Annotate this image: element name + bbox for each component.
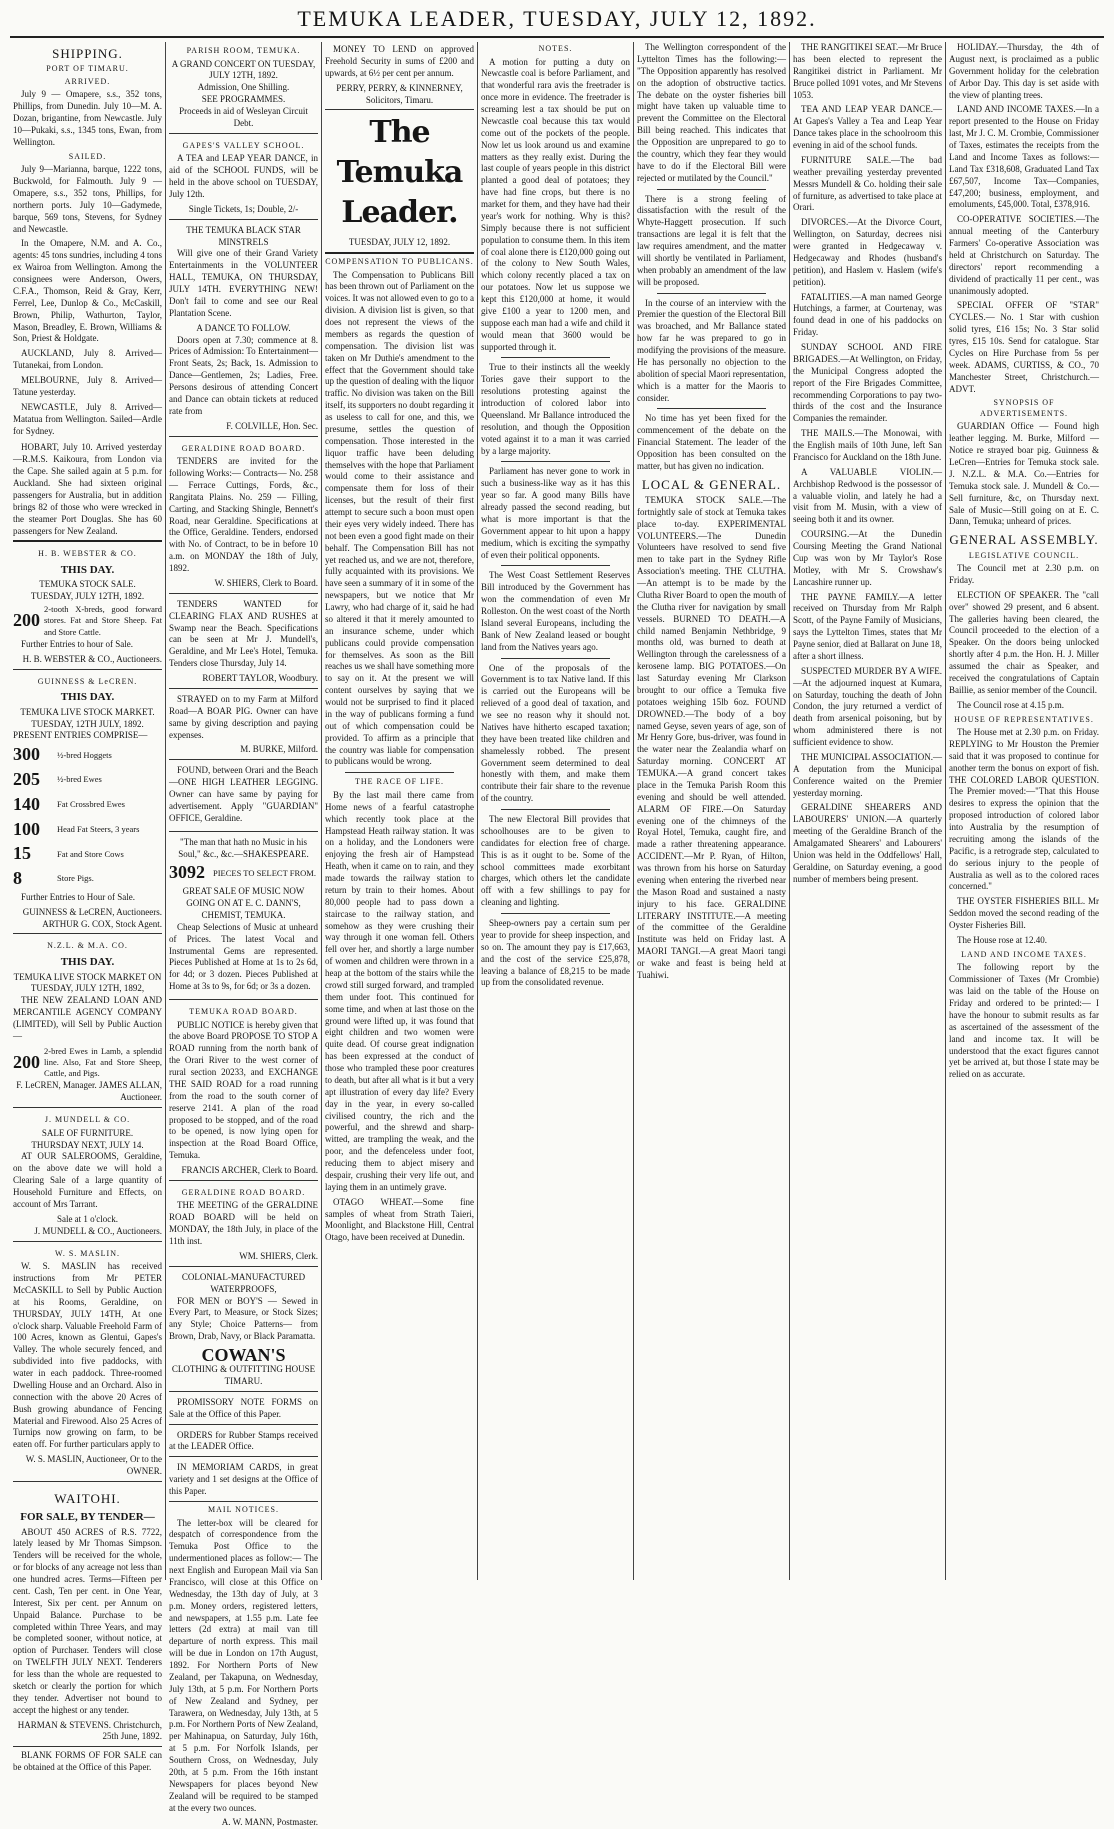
taylor-signature: ROBERT TAYLOR, Woodbury.: [202, 673, 318, 684]
guinness-name: GUINNESS & LeCREN.: [37, 676, 138, 686]
entry-text: ½-bred Hoggets: [57, 749, 112, 760]
nzla-signature: F. LeCREN, Manager. JAMES ALLAN, Auctioneer.: [16, 1080, 162, 1103]
notes-paragraph: The new Electoral Bill provides that schoolhouses are to be given to candidates for election free of charge. This is as it ought to be. Some of the school committees made exorbitant charges, which others let the candidate off with a few shillings to pay for cleaning and lighting.: [481, 814, 630, 908]
tea-text: A TEA and LEAP YEAR DANCE, in aid of the SCHOOL FUNDS, will be held in the above school on TUESDAY, July 12th.: [169, 153, 318, 199]
notes-paragraph: The West Coast Settlement Reserves Bill introduced by the Government has won the commendation of even Mr Rolleston. On the west coast of the North Island several Europeans, including the Bank of New Zealand leased or bought land from the Natives years ago.: [481, 570, 630, 652]
doors-text: Doors open at 7.30; commence at 8. Prices of Admission: To Entertainment—Front Seats, 2s; Back, 1s. Admission to Dance—Gentlemen, 2s; Ladies, Free. Persons desirous of attending Concert and Dance can obtain tickets at reduced rate from: [169, 334, 318, 416]
arrived-heading: ARRIVED.: [64, 76, 111, 86]
webster-ad: [13, 545, 162, 669]
programmes: SEE PROGRAMMES.: [201, 94, 286, 105]
fatalities-text: FATALITIES.—A man named George Hutchings, a farmer, at Courtenay, was found dead in one of his paddocks on Friday.: [793, 291, 942, 338]
temuka-road-ad: [169, 1003, 318, 1181]
burke-signature: M. BURKE, Milford.: [240, 744, 318, 755]
column-2: [166, 42, 322, 1828]
assembly-heading: GENERAL ASSEMBLY.: [949, 532, 1099, 548]
cooperative-text: CO-OPERATIVE SOCIETIES.—The annual meeting of the Canterbury Farmers' Co-operative Association was held at Christchurch on Saturday. The directors' report recommending a dividend of practically 11 per cent., was unanimously adopted.: [949, 214, 1099, 296]
notes-paragraph: Sheep-owners pay a certain sum per year to provide for sheep inspection, and so on. The amount they pay is £17,663, and the cost of the service £25,878, leaving a balance of £8,215 to be made up from the consolidated revenue.: [481, 918, 630, 988]
tender-text: ABOUT 450 ACRES of R.S. 7722, lately leased by Mr Thomas Simpson. Tenders will be received for the whole, or for blocks of any acreage not less than one hundred acres. Terms—Fifteen per cent. Cash, Ten per cent. in One Year, Interest, Six per cent. per Annum on Unpaid Balance. Purchase to be completed within Three Years, and may be completed sooner, without notice, at option of Purchaser. Tenders will close on TWELFTH JULY NEXT. Tenderers for less than the whole are requested to sketch or clearly the portion for which they tender. Advertiser not bound to accept the highest or any tender.: [13, 1526, 162, 1715]
tenders-text: TENDERS are invited for the following Works:— Contracts— No. 258 — Ferrace Cuttings, Fords, &c., Rangitata Plains. No. 259 — Filling, Carting, and Stacking Shingle, Bennett's Road, near Geraldine. Specifications at the Office, Geraldine. Tenders, endorsed with No. of Contract, to be in before 10 a.m. on MONDAY the 18th of July, 1892.: [169, 456, 318, 574]
auckland-text: AUCKLAND, July 8. Arrived—Tutanekai, from London.: [13, 348, 162, 371]
mundell-ad: [13, 1111, 162, 1241]
money-ad: [325, 42, 474, 110]
notes-paragraph: A motion for putting a duty on Newcastle coal is before Parliament, and that wonderful rara avis the freetrader is once more in evidence. The freetrader is screaming lest a tax should be put on Newcastle coal because this tax would come out of the pockets of the people. Now let us look around us and examine matters as they really exist. During the last couple of years people in this district planted a good deal of potatoes; they have had fine crops, but there is no market for them, and they have had their year's work for nothing. Why is this? Simply because there is not sufficient population to consume them. In this item of coal alone there is £120,000 going out of the colony to New South Wales, which colony recently placed a tax on our potatoes. Now let us suppose we kept this £120,000 at home, it would give £100 a year to 1200 men, and suppose each man had a wife and child it would mean that 3600 would be supported through it.: [481, 56, 630, 352]
no-time-text: No time has yet been fixed for the commencement of the debate on the Financial Statement. The leader of the Opposition has been consulted on the matter, but has given no indication.: [637, 413, 786, 471]
gapes-heading: GAPES'S VALLEY SCHOOL.: [182, 140, 305, 150]
land-income-heading: LAND AND INCOME TAXES.: [961, 949, 1087, 959]
nzla-name: N.Z.L. & M.A. CO.: [47, 941, 128, 951]
divider: [501, 565, 610, 566]
furniture-text: AT OUR SALEROOMS, Geraldine, on the above date we will hold a Clearing Sale of a large quantity of Household Furniture and Effects, on account of Mrs Tarrant.: [13, 1151, 162, 1209]
cowan-name: COWAN'S: [201, 1345, 286, 1366]
parish-heading: PARISH ROOM, TEMUKA.: [186, 46, 301, 55]
mann-signature: A. W. MANN, Postmaster.: [221, 1817, 318, 1828]
otago-wheat: OTAGO WHEAT.—Some fine samples of wheat from Strath Taieri, Moonlight, and Blackstone Hill, Central Otago, have been received at Dunedin.: [325, 1196, 474, 1243]
furniture-date: THURSDAY NEXT, JULY 14.: [31, 1139, 144, 1150]
local-general-heading: LOCAL & GENERAL.: [641, 476, 782, 492]
column-4: [478, 42, 634, 1580]
house-text: The House met at 2.30 p.m. on Friday. REPLYING to Mr Houston the Premier said that it was proposed to continue for another term the bonus on export of fish. THE COLORED LABOR QUESTION. The Premier moved:—"That this House desires to express the opinion that the proposed introduction of colored labor into Australia by the resumption of recruiting among the islands of the Pacific, is a retrograde step, calculated to do serious injury to the people of Australia as well as to the colored races concerned.": [949, 727, 1099, 892]
hobart-text: HOBART, July 10. Arrived yesterday—R.M.S. Kaikoura, from London via the Cape. She sailed again at 5 p.m. for Auckland. She had sixteen original passengers for Australia, but in addition brings 82 of those who were wrecked in the steamer Port Douglas. She has 60 passengers for New Zealand.: [13, 440, 162, 542]
for-sale-heading: FOR SALE, BY TENDER—: [20, 1511, 155, 1524]
entry-num: 140: [13, 793, 40, 814]
minstrels-heading: THE TEMUKA BLACK STAR MINSTRELS: [186, 224, 301, 247]
sale-time: Sale at 1 o'clock.: [56, 1213, 119, 1224]
column-3: [322, 42, 478, 1580]
minstrels-text: Will give one of their Grand Variety Entertainments in the VOLUNTEER HALL, TEMUKA, ON THURSDAY, JULY 14TH. EVERYTHING NEW! Don't fail to come and see our Real Plantation Scene.: [169, 248, 318, 318]
strayed-text: STRAYED on to my Farm at Milford Road—A BOAR PIG. Owner can have same by giving description and paying expenses.: [169, 693, 318, 740]
melbourne-text: MELBOURNE, July 8. Arrived—Tatune yesterday.: [13, 375, 162, 397]
waitohi-heading: WAITOHI.: [54, 1490, 121, 1506]
entry-num: 205: [13, 769, 40, 790]
shiers-signature: W. SHIERS, Clerk to Board.: [214, 577, 318, 588]
mundell-signature: J. MUNDELL & CO., Auctioneers.: [34, 1225, 162, 1236]
imports-text: In the Omapere, N.M. and A. Co., agents: 45 tons sundries, including 4 tons ex Wairoa from Wellington. Among the consignees were Anderson, Owers, C.F.A., Thomson, Reid & Gray, Kerr, Ferrel, Lee, Dunlop & Co., McCaskill, Brown, Philip, Wathurton, Taylor, Mason, Breadley, E. Brown, Williams & Son, Priest & Holdgate.: [13, 238, 162, 344]
header-title: TEMUKA LEADER, TUESDAY, JULY 12, 1892.: [297, 6, 817, 31]
divider: [657, 293, 766, 294]
clearing-text: TENDERS WANTED for CLEARING FLAX AND RUSHES at Swamp near the Beach. Specifications can be seen at Mr J. Mundell's, Geraldine, and Mr Lee's Hotel, Temuka. Tenders close Thursday, July 14.: [169, 598, 318, 669]
issue-date: TUESDAY, JULY 12, 1892.: [325, 235, 474, 254]
murder-text: SUSPECTED MURDER BY A WIFE.—At the adjourned inquest at Kumara, on Saturday, touching the death of John Condon, the jury returned a verdict of death from arsenical poisoning, but by whom administered there is not sufficient evidence to show.: [793, 665, 942, 747]
this-day-heading-3: THIS DAY.: [60, 956, 115, 968]
shipping-heading: SHIPPING.: [52, 46, 123, 61]
notes-paragraph: Parliament has never gone to work in such a business-like way as it has this year so far. A good many Bills have already passed the second reading, but what is more important is that the Government appear to hit upon a happy medium, which is exciting the sympathy of even their political opponents.: [481, 466, 630, 560]
maslin-text: W. S. MASLIN has received instructions from Mr PETER McCASKILL to Sell by Public Auction at his Rooms, Geraldine, on THURSDAY, JULY 14TH, At one o'clock sharp. Valuable Freehold Farm of 100 Acres, known as Glentui, Gapes's Valley. The whole securely fenced, and subdivided into five paddocks, with water in each paddock. Three-roomed Dwelling House and an Orchard. Also in connection with the above 20 Acres of Bush growing abundance of Fencing Material and Firewood. Also 25 Acres of Turnips now growing on farm, to be eaten off. For further particulars apply to: [13, 1261, 162, 1450]
strong-feeling-text: There is a strong feeling of dissatisfaction with the result of the Whyte-Haggett prosecution. If such transactions are legal it is felt that the law requires amendment, and the matter will shortly be ventilated in Parliament, when probably an amendment of the law will be proposed.: [637, 193, 786, 287]
proceeds: Proceeds in aid of Wesleyan Circuit Debt.: [179, 106, 308, 128]
blank-forms: BLANK FORMS OF FOR SALE can be obtained at the Office of this Paper.: [13, 1750, 162, 1773]
entry-row: [13, 793, 162, 817]
sale-num: 200: [13, 610, 40, 631]
concert-text: A GRAND CONCERT ON TUESDAY, JULY 12TH, 1892.: [171, 58, 316, 81]
council-text: The Council met at 2.30 p.m. on Friday.: [949, 563, 1099, 585]
land-report-text: The following report by the Commissioner of Taxes (Mr Crombie) was laid on the table of the House on Friday and ordered to be printed:— I have the honour to submit results as far as ascertained of the assessment of the land and income tax. It will be understood that the exact figures cannot yet be arrived at, but those I state may be relied on as accurate.: [949, 962, 1099, 1080]
nzla-ad: [13, 937, 162, 1108]
divider: [345, 772, 454, 773]
sale-text: 2-tooth X-breds, good forward stores. Fat and Store Sheep. Fat and Store Cattle.: [44, 604, 162, 637]
found-text: FOUND, between Orari and the Beach —ONE HIGH LEATHER LEGGING. Owner can have same by paying for advertisement. Apply "GUARDIAN" OFFICE, Geraldine.: [169, 765, 318, 823]
entry-text: Store Pigs.: [57, 873, 94, 884]
mails-text: THE MAILS.—The Monowai, with the English mails of 10th June, left San Francisco for Auckland on the 18th June.: [793, 428, 942, 462]
furniture-heading: SALE OF FURNITURE.: [41, 1127, 134, 1138]
clearing-ad: [169, 597, 318, 689]
compensation-heading: COMPENSATION TO PUBLICANS.: [325, 257, 474, 267]
admission: Admission, One Shilling.: [197, 82, 290, 93]
present-entries-heading: PRESENT ENTRIES COMPRISE—: [13, 730, 148, 741]
webster-signature: H. B. WEBSTER & CO., Auctioneers.: [22, 653, 162, 664]
newcastle-text: NEWCASTLE, July 8. Arrived—Matatua from Wellington. Sailed—Ardle for Sydney.: [13, 401, 162, 436]
nzla-market: TEMUKA LIVE STOCK MARKET ON TUESDAY, JULY 12TH, 1892,: [13, 971, 162, 994]
outfitting: CLOTHING & OUTFITTING HOUSE TIMARU.: [171, 1364, 316, 1386]
harman-signature: HARMAN & STEVENS. Christchurch, 25th June, 1892.: [17, 1719, 162, 1742]
tickets: Single Tickets, 1s; Double, 2/-: [188, 203, 299, 214]
header-rule: [10, 36, 1104, 38]
sailed-text: July 9—Marianna, barque, 1222 tons, Buckwold, for Falmouth. July 9 — Omapere, s.s., 352 tons, Phillips, for northern ports. July 10—Gadymede, barque, 569 tons, Stevens, for Sydney and Newcastle.: [13, 164, 162, 234]
sale-date: TUESDAY, JULY 12TH, 1892.: [30, 591, 145, 602]
compensation-text: The Compensation to Publicans Bill has been thrown out of Parliament on the voices. It was not allowed even to go to a division. A division list is given, so that does not represent the views of the members as regards the question of compensation. The division list was taken on Mr Duthie's amendment to the effect that the Government should take up the question of dealing with the liquor traffic. No division was taken on the Bill itself, its supporters no doubt regarding it as useless to call for one, and this, we presume, settles the question of compensation. Those interested in the liquor traffic have been deluding themselves with the hope that Parliament would come to their assistance and compensate them for loss of their licenses, but the result of their first attempt to secure such a boon must open their eyes very widely indeed. There has not been even a good fight made on their behalf. The Compensation Bill has not yet reached us, and we are not, therefore, fully acquainted with its provisions. We have seen a summary of it in some of the newspapers, but we notice that Mr Lawry, who had charge of it, said he had so altered it that it merely amounted to an insurance scheme, under which publicans could provide compensation for themselves. As soon as the Bill reaches us we shall have something more to say on it. At the present we will content ourselves by saying that we would not be surprised to find it placed in the way of publicans forming a fund out of which compensation could be provided. To affirm as a principle that the country was liable for compensation to publicans would be wrong.: [325, 269, 474, 767]
nameplate: The Temuka Leader.: [336, 115, 463, 230]
tea-dance-text: TEA AND LEAP YEAR DANCE.—At Gapes's Valley a Tea and Leap Year Dance takes place in the schoolroom this evening in aid of the school funds.: [793, 104, 942, 150]
colonial-heading: COLONIAL-MANUFACTURED WATERPROOFS,: [181, 1271, 306, 1294]
mail-heading: MAIL NOTICES.: [208, 1504, 279, 1514]
sale-entry: [13, 604, 162, 638]
furniture-sale-text: FURNITURE SALE.—The bad weather prevailing yesterday prevented Messrs Mundell & Co. holding their sale of furniture, as advertised to take place at Orari.: [793, 154, 942, 213]
rubber-stamps: ORDERS for Rubber Stamps received at the LEADER Office.: [169, 1428, 318, 1458]
shiers-signature-2: WM. SHIERS, Clerk.: [239, 1250, 318, 1261]
temuka-sale-heading: TEMUKA STOCK SALE.: [39, 579, 136, 590]
rangitikei-text: THE RANGITIKEI SEAT.—Mr Bruce has been elected to represent the Rangitikei district in Parliament. Mr Bruce polled 1091 votes, and Mr Stevens 1053.: [793, 42, 942, 100]
column-5: [634, 42, 790, 1580]
nzla-text: THE NEW ZEALAND LOAN AND MERCANTILE AGENCY COMPANY (LIMITED), will Sell by Public Auction—: [13, 995, 162, 1041]
meeting-text: THE MEETING of the GERALDINE ROAD BOARD will be held on MONDAY, the 18th July, in place of the 11th inst.: [169, 1200, 318, 1247]
pieces-text: PIECES TO SELECT FROM.: [213, 867, 316, 878]
this-day-heading: THIS DAY.: [60, 563, 115, 576]
promissory: PROMISSORY NOTE FORMS on Sale at the Office of this Paper.: [169, 1395, 318, 1425]
entry-num: 15: [13, 843, 31, 864]
music-text: Cheap Selections of Music at unheard of Prices. The latest Vocal and Instrumental Gems are represented. Pieces Published at Home at 1s to 2s 6d, for 4d; or 3 dozen. Pieces Published at Home at 3s to 9s, for 6d; or 3s a dozen.: [169, 921, 318, 992]
geraldine-road-ad: [169, 1184, 318, 1267]
violin-text: A VALUABLE VIOLIN.—Archbishop Redwood is the possessor of a valuable violin, and lately he had a visit from M. Musin, with a view of seeing both it and its owner.: [793, 466, 942, 525]
music-quote: "The man that hath no Music in his Soul," &c., &c.—SHAKESPEARE.: [178, 836, 309, 859]
archer-signature: FRANCIS ARCHER, Clerk to Board.: [181, 1165, 318, 1176]
arrived-text: July 9 — Omapere, s.s., 352 tons, Phillips, from Dunedin. July 10—M. A. Dozan, brigantine, from Newcastle. July 10—Pukaki, s.s., 1345 tons, Ewan, from Wellington.: [13, 89, 162, 147]
memoriam: IN MEMORIAM CARDS, in great variety and 1 set designs at the Office of this Paper.: [169, 1460, 318, 1502]
this-day-heading-2: THIS DAY.: [60, 691, 115, 704]
column-6: [790, 42, 946, 1580]
maslin-signature: W. S. MASLIN, Auctioneer, Or to the OWNER.: [25, 1454, 162, 1477]
music-sale: GREAT SALE OF MUSIC NOW GOING ON AT E. C. DANN'S, CHEMIST, TEMUKA.: [182, 886, 305, 920]
mail-text: The letter-box will be cleared for despatch of correspondence from the Temuka Post Office to the undermentioned places as follow:— The next English and European Mail via San Francisco, will close at this Office on Wednesday, the 13th day of July, at 3 p.m. Money orders, registered letters, and newspapers, at 1.55 p.m. Late fee letters (2d extra) at mail van till departure of north express. This mail will be due in London on 17th August, 1892. For Northern Ports of New Zealand, per Takapuna, on Wednesday, July 13th, at 5 p.m. For Northern Ports of New Zealand and Sydney, per Tarawera, on Wednesday, July 13th, at 5 p.m. For Northern Ports of New Zealand, per Mahinapua, on Saturday, July 16th, at 5 p.m. For Norfolk Islands, per Southern Cross, on Wednesday, July 20th, at 5 p.m. From the 16th instant Newspapers for places beyond New Zealand will be required to be stamped at the every two ounces.: [169, 1517, 318, 1813]
waitohi-ad: [13, 1485, 162, 1747]
local-general-text: TEMUKA STOCK SALE.—The fortnightly sale of stock at Temuka takes place to-day. EXPERIMENTAL VOLUNTEERS.—The Dunedin Volunteers have resolved to send five men to take part in the Sydney Rifle Association's meeting. THE CLUTHA.—An attempt is to be made by the Clutha River Board to open the mouth of the Clutha river for navigation by small vessels. BURNED TO DEATH.—A child named Benjamin Nethbridge, 9 months old, was burned to death at Wellington through the carelessness of a kerosene lamp. BIG POTATOES.—On last Saturday evening Mr Clarkson brought to our office a Temuka five potatoes weighing 15lb 6oz. FOUND DROWNED.—The body of a boy named Geyse, seven years of age, son of Mr Henry Gore, bus-driver, was found in the water near the Zealandia wharf on Saturday morning. CONCERT AT TEMUKA.—A grand concert takes place in the Temuka Parish Room this evening and should be well attended. ALARM OF FIRE.—On Saturday evening one of the chimneys of the Royal Hotel, Temuka, caught fire, and made a rather threatening appearance. ACCIDENT.—Mr P. Ryan, of Hilton, was thrown from his horse on Saturday evening when entering the riverbed near the Mason Road and sustained a nasty injury to his face. GERALDINE LITERARY INSTITUTE.—A meeting of the committee of the Geraldine Institute was held on Friday last. A MAORI TANGI.—A great Maori tangi or wake and feast is being held at Tuahiwi.: [637, 494, 786, 980]
divider: [657, 189, 766, 190]
live-stock-heading: TEMUKA LIVE STOCK MARKET.: [20, 706, 155, 717]
geraldine-board-heading: GERALDINE ROAD BOARD.: [181, 443, 306, 453]
star-cycles-text: SPECIAL OFFER OF "STAR" CYCLES.— No. 1 Star with cushion solid tyres, £16 15s; No. 3 Star solid tyres, £15 10s. Send for catalogue. Star Cycles on Hire Purchase from 5s per week. ADAMS, CURTISS, & CO., 70 Manchester Street, Christchurch.—ADVT.: [949, 300, 1099, 394]
coursing-text: COURSING.—At the Dunedin Coursing Meeting the Grand National Cup was won by Mr Taylor's Rose Motley, with Mr S. Crowshaw's Lancashire runner up.: [793, 529, 942, 587]
nzla-entry: [13, 1046, 162, 1080]
divider: [501, 658, 610, 659]
race-text: By the last mail there came from Home news of a fearful catastrophe which recently took place at the Hampstead Heath railway station. It was on a holiday, and the Londoners were enjoying the fresh air of Hampstead Heath, when it came on to rain, and they made towards the railway station to return by train to their homes. About 80,000 people had to pass down a staircase to the railway station, and somehow as they were crushing their way through it one woman fell. Others fell over her, and shortly a large number of women and children were thrown in a heap at the bottom of the stairs while the crowd still surged forward, and trampled them under foot. This continued for some time, and when at last those on the ground were lifted up, it was found that eight children and two women were quite dead. Of course great indignation has been expressed at the conduct of those who trampled these poor creatures to death, but after all what is it but a very apt illustration of every day life? Every day in the year, in every so-called civilised country, the rich and the powerful, and the shrewd and sharp-witted, are trampling the weak, and the poor, and the defenceless under foot, reducing them to abject misery and despair, crushing their very life out, and laying them in an untimely grave.: [325, 789, 474, 1192]
divider: [657, 408, 766, 409]
entry-row: [13, 842, 162, 866]
running-header: [0, 0, 1114, 40]
entry-text: Head Fat Steers, 3 years: [57, 823, 140, 834]
perry-signature: PERRY, PERRY, & KINNERNEY, Solicitors, Timaru.: [336, 82, 463, 105]
live-stock-date: TUESDAY, 12TH JULY, 1892.: [31, 718, 144, 729]
geraldine-road-heading: GERALDINE ROAD BOARD.: [181, 1187, 306, 1197]
divorces-text: DIVORCES.—At the Divorce Court, Wellington, on Saturday, decrees nisi were granted in Hedgecaway v. Hedgecaway and Rhodes (husband's petition), and Haslem v. Haslem (wife's petition).: [793, 217, 942, 287]
entry-text: Fat and Store Cows: [57, 848, 124, 859]
pieces-entry: [169, 861, 318, 885]
waterproof-text: FOR MEN or BOY'S — Sewed in Every Part, to Measure, or Stock Sizes; any Style; Choice Patterns— from Brown, Drab, Navy, or Black Paramatta.: [169, 1295, 318, 1342]
nzla-num: 200: [13, 1051, 40, 1072]
council-rose: The Council rose at 4.15 p.m.: [957, 699, 1064, 710]
payne-text: THE PAYNE FAMILY.—A letter received on Thursday from Mr Ralph Scott, of the Payne Family of Musicians, says the Lyttelton Times, states that Mr Payne senior, died at Ballarat on June 18, after a short illness.: [793, 591, 942, 661]
mundell-name: J. MUNDELL & CO.: [44, 1115, 131, 1125]
notes-paragraph: One of the proposals of the Government is to tax Native land. If this is carried out the Europeans will be relieved of a good deal of taxation, and we see no reason why it should not. Natives have hitherto escaped taxation; they have been treated like children and shamelessly robbed. The present Government seem determined to deal honestly with them, and make them contribute their fair share to the revenue of the country.: [481, 662, 630, 804]
synopsis-text: GUARDIAN Office — Found high leather legging. M. Burke, Milford — Notice re strayed boar pig. Guinness & LeCren—Entries for Temuka stock sale. J. N.Z.L. & M.A. Co.—Entries for Temuka stock sale. J. Mundell & Co.—Sell furniture, &c, on Thursday next. Sale of Music—Still going on at E. C. Dann, Temuka; unheard of prices.: [949, 421, 1099, 527]
entry-row: [13, 768, 162, 792]
cowan-ad: [169, 1270, 318, 1392]
geraldine-board-ad: [169, 440, 318, 594]
holiday-text: HOLIDAY.—Thursday, the 4th of August next, is proclaimed as a public Government holiday for the celebration of Arbor Day. This day is set aside with the view of planting trees.: [949, 42, 1099, 100]
house-rose: The House rose at 12.40.: [957, 934, 1047, 945]
notes-paragraph: True to their instincts all the weekly Tories gave their support to the resolutions protesting against the introduction of colored labor into Queensland. Mr Ballance introduced the resolution, and though the Opposition voted against it to a man it was carried by a large majority.: [481, 362, 630, 456]
entry-row: [13, 818, 162, 842]
strayed-ad: [169, 692, 318, 760]
entry-text: ½-bred Ewes: [57, 774, 102, 785]
minstrels-ad: [169, 223, 318, 437]
divider: [501, 461, 610, 462]
column-7: [946, 42, 1102, 1580]
further-entries: Further Entries to hour of Sale.: [21, 638, 133, 649]
found-ad: [169, 763, 318, 831]
land-tax-text: LAND AND INCOME TAXES.—In a report presented to the House on Friday last, Mr J. C. M. Crombie, Commissioner of Taxes, estimates the receipts from the Land and Income Taxes as follows:—Land Tax £318,608, Graduated Land Tax £67,507, Income Tax—Companies, £47,200; business, employment, and emoluments, £45,000. Total, £378,916.: [949, 104, 1099, 210]
council-heading: LEGISLATIVE COUNCIL.: [968, 550, 1080, 560]
race-heading: THE RACE OF LIFE.: [355, 777, 444, 787]
concert-ad: [169, 42, 318, 134]
notes-heading: NOTES.: [538, 44, 573, 53]
sailed-heading: SAILED.: [68, 151, 107, 161]
further-entries-2: Further Entries to Hour of Sale.: [21, 891, 135, 902]
colville-signature: F. COLVILLE, Hon. Sec.: [226, 420, 318, 431]
entry-num: 8: [13, 868, 22, 889]
entry-row: [13, 867, 162, 891]
webster-name: H. B. WEBSTER & CO.: [38, 549, 137, 559]
road-text: PUBLIC NOTICE is hereby given that the above Board PROPOSE TO STOP A ROAD running from the north bank of the Orari River to the west corner of rural section 20233, and EXCHANGE THE SAID ROAD for a road running from the road to the south corner of reserve 2141. A plan of the road proposed to be stopped, and of the road to be opened, is now lying open for inspection at the Road Board Office, Temuka.: [169, 1019, 318, 1161]
guinness-ad: [13, 673, 162, 935]
entry-num: 100: [13, 818, 40, 839]
gapes-ad: [169, 137, 318, 220]
column-1: [10, 42, 166, 1773]
maslin-ad: [13, 1245, 162, 1482]
entry-num: 300: [13, 744, 40, 765]
election-text: ELECTION OF SPEAKER. The "call over" showed 29 present, and 6 absent. The galleries having been cleared, the Council proceeded to the election of a Speaker. On the doors being unlocked shortly after 4 p.m. the Hon. H. J. Miller assumed the chair as Speaker, and received the congratulations of Captain Baillie, as senior member of the Council.: [949, 589, 1099, 695]
entry-text: Fat Crossbred Ewes: [57, 799, 125, 810]
interview-text: In the course of an interview with the Premier the question of the Electoral Bill was broached, and Mr Ballance stated how far he was prepared to go in modifying the provisions of the measure. He has personally no objection to the abolition of special Maori representation, which is a matter for the Maoris to consider.: [637, 297, 786, 403]
pieces-num: 3092: [169, 862, 205, 883]
fire-brigades-text: SUNDAY SCHOOL AND FIRE BRIGADES.—At Wellington, on Friday, the Municipal Congress adopted the report of the Fire Brigades Committee, recommending Corporations to pay two-thirds of the cost and the Insurance Companies the remainder.: [793, 342, 942, 424]
guinness-signature: GUINNESS & LeCREN, Auctioneers. ARTHUR G. COX, Stock Agent.: [22, 906, 162, 929]
municipal-text: THE MUNICIPAL ASSOCIATION.—A deputation from the Municipal Conference waited on the Premier yesterday morning.: [793, 751, 942, 798]
money-text: MONEY TO LEND on approved Freehold Security in sums of £200 and upwards, at 6½ per cent per annum.: [325, 44, 474, 78]
entry-row: [13, 743, 162, 767]
port-heading: PORT OF TIMARU.: [46, 64, 129, 74]
divider: [501, 809, 610, 810]
nzla-items: 2-bred Ewes in Lamb, a splendid line. Also, Fat and Store Sheep, Cattle, and Pigs.: [44, 1045, 162, 1079]
divider: [501, 913, 610, 914]
synopsis-heading: SYNOPSIS OF ADVERTISEMENTS.: [979, 398, 1069, 418]
music-ad: [169, 835, 318, 1000]
dance-heading: A DANCE TO FOLLOW.: [196, 322, 291, 333]
temuka-road-heading: TEMUKA ROAD BOARD.: [189, 1007, 298, 1017]
house-heading: HOUSE OF REPRESENTATIVES.: [954, 714, 1094, 724]
wellington-text: The Wellington correspondent of the Lyttelton Times has the following:— "The Opposition apparently has resolved on the adoption of obstructive tactics. The debate on the oyster fisheries bill might have taken up valuable time to prevent the Committee on the Electoral Bill being reached. This indicates that the Opposition are unprepared to go to the country, which they fear they would have to do if the Electoral Bill were rejected or mutilated by the Council.": [637, 42, 786, 183]
maslin-name: W. S. MASLIN.: [55, 1248, 120, 1258]
divider: [501, 357, 610, 358]
shearers-text: GERALDINE SHEARERS AND LABOURERS' UNION.—A quarterly meeting of the Geraldine Branch of the Amalgamated Shearers' and Labourers' Union was held in the Oddfellows' Hall, Geraldine, on Saturday evening, a good number of members being present.: [793, 802, 942, 884]
oyster-text: THE OYSTER FISHERIES BILL. Mr Seddon moved the second reading of the Oyster Fisheries Bill.: [949, 896, 1099, 931]
